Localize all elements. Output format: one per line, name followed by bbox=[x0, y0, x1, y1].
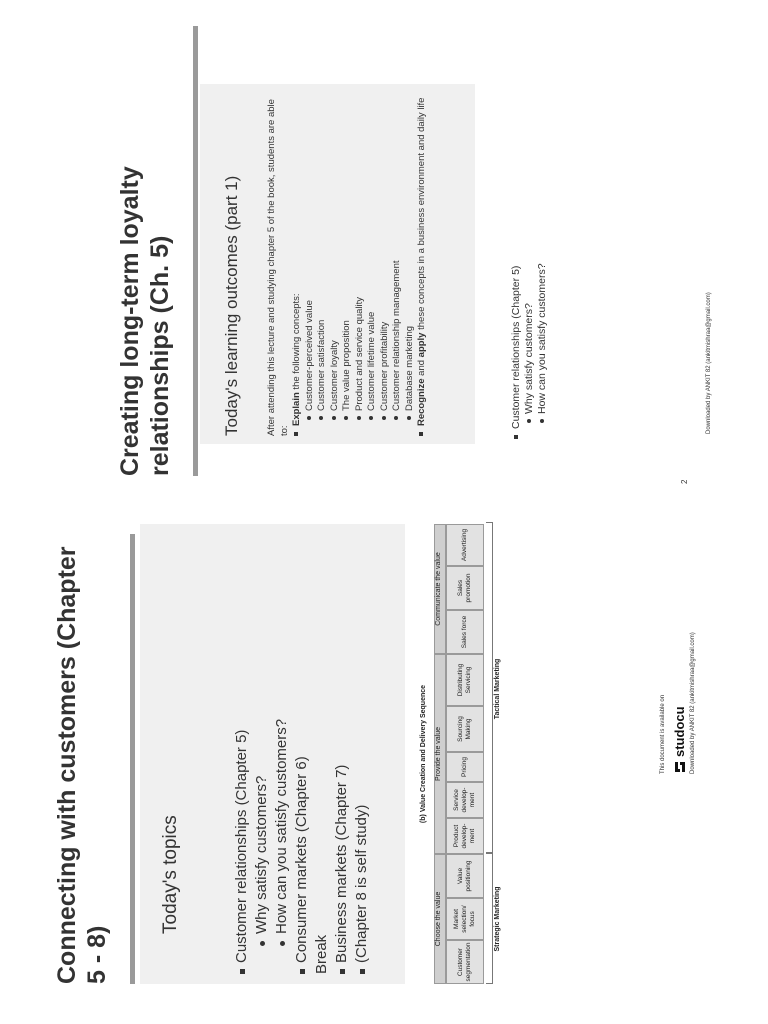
slide1-topic-list bbox=[232, 534, 372, 974]
diagram-cell: Pricing bbox=[446, 752, 484, 782]
footer-available: This document is available on bbox=[660, 694, 666, 774]
dot-bullet-icon bbox=[357, 416, 361, 420]
diagram-title: (b) Value Creation and Delivery Sequence bbox=[420, 684, 427, 824]
topic-item: Consumer markets (Chapter 6) bbox=[292, 534, 312, 974]
dot-bullet-icon bbox=[540, 419, 544, 423]
page-number: 2 bbox=[680, 479, 689, 484]
value-creation-diagram bbox=[420, 524, 520, 984]
square-bullet-icon bbox=[360, 969, 365, 974]
square-bullet-icon bbox=[294, 432, 298, 436]
dot-bullet-icon bbox=[260, 941, 265, 946]
tactical-bracket bbox=[486, 522, 493, 854]
topic-break: Break bbox=[313, 934, 330, 974]
dot-bullet-icon bbox=[307, 416, 311, 420]
concept-item: Product and service quality bbox=[354, 96, 367, 420]
diagram-cell: Value positioning bbox=[446, 854, 484, 898]
dot-bullet-icon bbox=[332, 416, 336, 420]
diagram-group-choose: Choose the value bbox=[434, 854, 446, 984]
square-bullet-icon bbox=[240, 969, 245, 974]
diagram-cell: Distributing Servicing bbox=[446, 654, 484, 706]
dot-bullet-icon bbox=[344, 416, 348, 420]
concept-list bbox=[304, 96, 417, 436]
slide1-title: Connecting with customers (Chapter 5 - 8) bbox=[53, 546, 111, 984]
concept-item: Database marketing bbox=[404, 96, 417, 420]
diagram-cell: Product develop- ment bbox=[446, 818, 484, 854]
slide2-heading: Today's learning outcomes (part 1) bbox=[222, 175, 241, 436]
topic-subitem: Why satisfy customers? bbox=[252, 534, 272, 946]
dot-bullet-icon bbox=[407, 416, 411, 420]
dot-bullet-icon bbox=[382, 416, 386, 420]
diagram-cell: Market selection/ focus bbox=[446, 898, 484, 940]
concept-item: Customer lifetime value bbox=[366, 96, 379, 420]
diagram-cell: Sales force bbox=[446, 610, 484, 654]
dot-bullet-icon bbox=[319, 416, 323, 420]
concept-item: Customer loyalty bbox=[329, 96, 342, 420]
concept-item: Customer-perceived value bbox=[304, 96, 317, 420]
square-bullet-icon bbox=[419, 432, 423, 436]
diagram-cell: Service develop- ment bbox=[446, 782, 484, 818]
diagram-cell: Sales promotion bbox=[446, 566, 484, 610]
tactical-marketing-label: Tactical Marketing bbox=[494, 658, 501, 720]
slide2-title-rule bbox=[193, 26, 198, 476]
dot-bullet-icon bbox=[394, 416, 398, 420]
square-bullet-icon bbox=[300, 969, 305, 974]
concept-item: Customer profitability bbox=[379, 96, 392, 420]
topic-subitem: Why satisfy customers? bbox=[523, 79, 536, 423]
strategic-bracket bbox=[486, 852, 493, 984]
dot-bullet-icon bbox=[527, 419, 531, 423]
square-bullet-icon bbox=[514, 435, 518, 439]
outcome-explain: Explain the following concepts: bbox=[291, 96, 304, 436]
concept-item: Customer satisfaction bbox=[316, 96, 329, 420]
footer-downloaded: Downloaded by ANKIT 82 (ankitmishraa@gmail.com) bbox=[690, 632, 696, 774]
studocu-brand: studocu bbox=[672, 706, 687, 757]
topic-subitem: How can you satisfy customers? bbox=[272, 534, 292, 946]
slide2-topic-list bbox=[510, 79, 549, 439]
diagram-cell: Sourcing Making bbox=[446, 706, 484, 752]
topic-item: Business markets (Chapter 7) bbox=[332, 534, 352, 974]
diagram-cell: Customer segmentation bbox=[446, 940, 484, 984]
studocu-logo bbox=[672, 706, 687, 774]
concept-item: Customer relationship management bbox=[391, 96, 404, 420]
concept-item: The value proposition bbox=[341, 96, 354, 420]
footer-downloaded-right: Downloaded by ANKIT 82 (ankitmishraa@gmail.com) bbox=[706, 292, 712, 434]
outcomes-intro: After attending this lecture and studying chapter 5 of the book, students are able to: bbox=[266, 99, 290, 436]
outcome-recognize: Recognize and apply these concepts in a business environment and daily life bbox=[416, 96, 429, 436]
slide2-title: Creating long-term loyalty relationships (Ch. 5) bbox=[116, 166, 174, 476]
diagram-cell: Advertising bbox=[446, 524, 484, 566]
dot-bullet-icon bbox=[280, 941, 285, 946]
topic-subitem: How can you satisfy customers? bbox=[536, 79, 549, 423]
diagram-group-provide: Provide the value bbox=[434, 654, 446, 854]
slide1-heading: Today's topics bbox=[160, 815, 181, 934]
studocu-logo-icon bbox=[673, 760, 687, 774]
square-bullet-icon bbox=[340, 969, 345, 974]
strategic-marketing-label: Strategic Marketing bbox=[494, 886, 501, 952]
diagram-group-communicate: Communicate the value bbox=[434, 524, 446, 654]
slide1-title-rule bbox=[130, 534, 135, 984]
topic-item: Customer relationships (Chapter 5) bbox=[232, 534, 252, 974]
slide2-outcomes bbox=[266, 96, 429, 436]
dot-bullet-icon bbox=[369, 416, 373, 420]
topic-item: Customer relationships (Chapter 5) bbox=[510, 79, 523, 439]
topic-item: (Chapter 8 is self study) bbox=[352, 534, 372, 974]
